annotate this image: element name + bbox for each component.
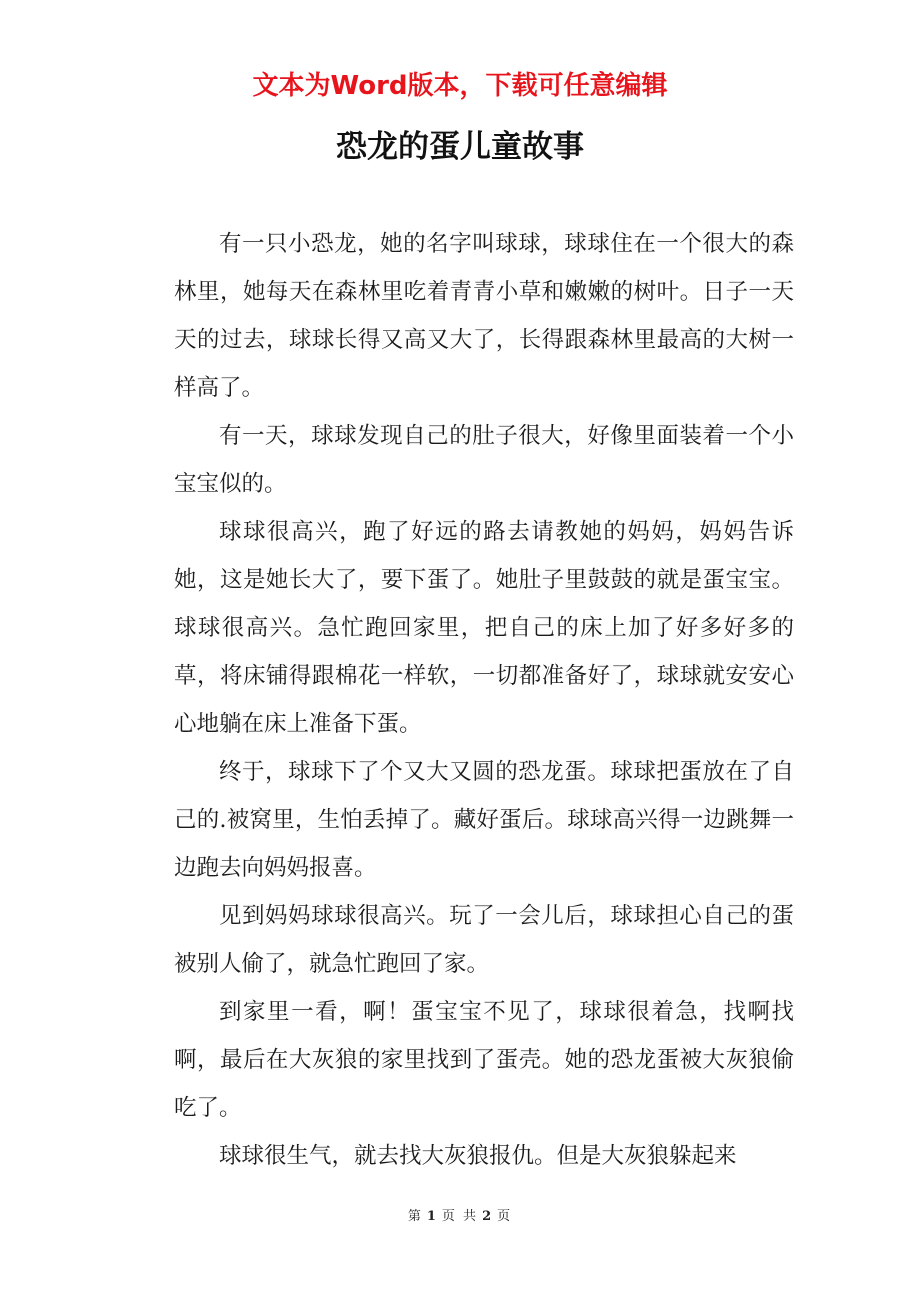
paragraph: 见到妈妈球球很高兴。玩了一会儿后，球球担心自己的蛋被别人偷了，就急忙跑回了家。 bbox=[174, 903, 794, 977]
paragraph: 有一只小恐龙，她的名字叫球球，球球住在一个很大的森林里，她每天在森林里吃着青青小草和嫩嫩的树叶。日子一天天的过去，球球长得又高又大了，长得跟森林里最高的大树一样高了。 bbox=[174, 231, 794, 401]
total-page-number: 2 bbox=[482, 1209, 494, 1224]
editable-notice-banner: 文本为Word版本，下载可任意编辑 bbox=[252, 71, 668, 101]
current-page-number: 1 bbox=[426, 1209, 438, 1224]
footer-prefix: 第 bbox=[407, 1209, 423, 1224]
footer-suffix: 页 bbox=[497, 1209, 513, 1224]
footer-middle: 页 共 bbox=[441, 1209, 479, 1224]
document-title: 恐龙的蛋儿童故事 bbox=[336, 129, 584, 165]
paragraph: 终于，球球下了个又大又圆的恐龙蛋。球球把蛋放在了自己的.被窝里，生怕丢掉了。藏好蛋后。球球高兴得一边跳舞一边跑去向妈妈报喜。 bbox=[174, 759, 794, 881]
paragraph: 球球很高兴，跑了好远的路去请教她的妈妈，妈妈告诉她，这是她长大了，要下蛋了。她肚子里鼓鼓的就是蛋宝宝。球球很高兴。急忙跑回家里，把自己的床上加了好多好多的草，将床铺得跟棉花一样软，一切都准备好了，球球就安安心心地躺在床上准备下蛋。 bbox=[174, 519, 794, 737]
story-body bbox=[174, 220, 794, 1180]
paragraph: 到家里一看，啊！蛋宝宝不见了，球球很着急，找啊找啊，最后在大灰狼的家里找到了蛋壳。她的恐龙蛋被大灰狼偷吃了。 bbox=[174, 999, 794, 1121]
page-footer bbox=[0, 1206, 920, 1228]
paragraph: 球球很生气，就去找大灰狼报仇。但是大灰狼躲起来 bbox=[219, 1143, 737, 1169]
paragraph: 有一天，球球发现自己的肚子很大，好像里面装着一个小宝宝似的。 bbox=[174, 423, 794, 497]
